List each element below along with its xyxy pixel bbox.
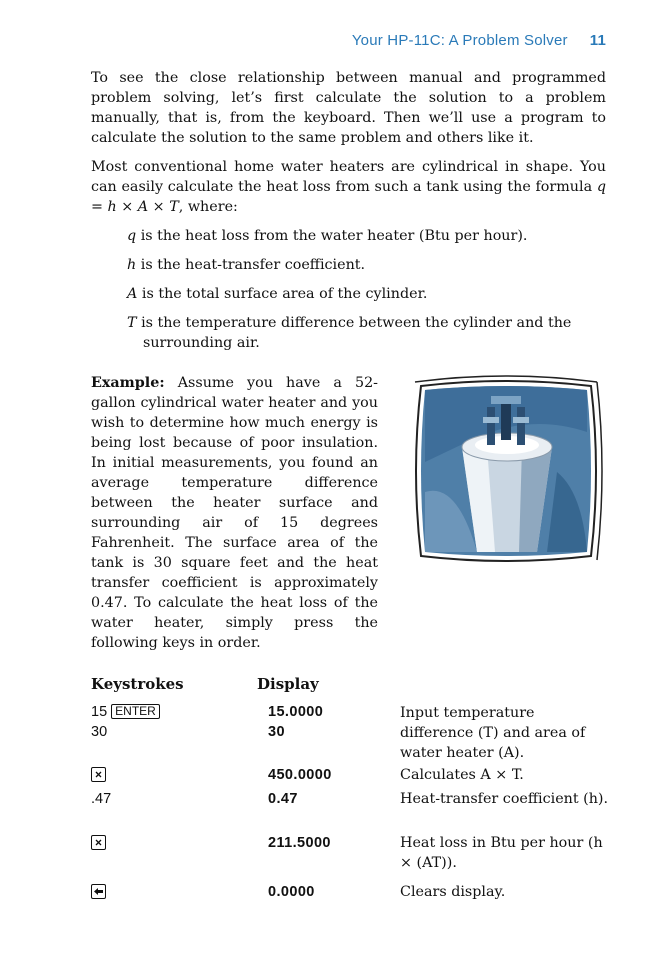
definitions-list xyxy=(127,226,606,362)
definition-text: is the heat-transfer coefficient. xyxy=(136,257,366,273)
display-value: 211.5000 xyxy=(268,835,331,851)
page-number: 11 xyxy=(589,32,606,49)
intro-paragraph: To see the close relationship between manual and programmed problem solving, let’s first calculate the solution to a problem manually, that is, from the keyboard. Then we’ll use a program to calculate the solution to the same problem and others like it. xyxy=(91,70,606,146)
keystroke-cell xyxy=(91,767,106,785)
heater-text: Most conventional home water heaters are cylindrical in shape. You can easily calculate the heat loss from such a tank using the formula xyxy=(91,159,606,195)
display-value: 15.0000 xyxy=(268,704,324,720)
row-description: Heat loss in Btu per hour (h × (AT)). xyxy=(400,835,603,871)
multiply-key-icon xyxy=(91,767,106,782)
keystrokes-header: Keystrokes xyxy=(91,675,184,693)
keystroke-text: 15 xyxy=(91,704,108,720)
running-header xyxy=(0,32,606,49)
water-heater-illustration xyxy=(407,372,605,570)
example-lead: Example: xyxy=(91,375,165,391)
heater-suffix: , where: xyxy=(178,199,238,215)
example-text: Assume you have a 52-gallon cylindrical water heater and you wish to determine how much energy is being lost because of poor insulation. In initial measurements, you found an average temperature difference between the heater surface and surrounding air of 15 degrees Fahrenheit. The surface area of the tank is 30 square feet and the heat transfer coefficient is approximately 0.47. To calculate the heat loss of the water heater, simply press the following keys in order. xyxy=(91,375,378,651)
definition-item xyxy=(127,255,606,275)
definition-text: is the heat loss from the water heater (Btu per hour). xyxy=(136,228,528,244)
keystroke-text: 30 xyxy=(91,724,108,740)
definition-text: is the temperature difference between the cylinder and the surrounding air. xyxy=(136,315,572,351)
definition-var: h xyxy=(127,257,137,273)
enter-key: ENTER xyxy=(111,704,160,719)
keystroke-cell xyxy=(91,835,106,853)
row-description: Heat-transfer coefficient (h). xyxy=(400,791,609,807)
keystroke-text: .47 xyxy=(91,791,112,807)
keystroke-cell xyxy=(91,884,106,902)
multiply-key-icon xyxy=(91,835,106,850)
display-value: 0.47 xyxy=(268,791,298,807)
keystroke-cell xyxy=(91,704,160,720)
backspace-key-icon xyxy=(91,884,106,899)
display-value: 30 xyxy=(268,724,285,740)
definition-var: q xyxy=(127,228,137,244)
row-description: Input temperature difference (T) and area of water heater (A). xyxy=(400,705,586,761)
row-description: Calculates A × T. xyxy=(400,767,524,783)
definition-text: is the total surface area of the cylinder. xyxy=(137,286,428,302)
definition-var: T xyxy=(127,315,137,331)
example-paragraph xyxy=(91,373,378,653)
definition-item xyxy=(127,226,606,246)
formula: q = h × A × T xyxy=(91,179,606,215)
display-value: 450.0000 xyxy=(268,767,332,783)
definition-item xyxy=(127,313,606,353)
header-title: Your HP-11C: A Problem Solver xyxy=(351,32,568,49)
display-value: 0.0000 xyxy=(268,884,315,900)
heater-paragraph xyxy=(91,157,606,217)
row-description: Clears display. xyxy=(400,884,506,900)
display-header: Display xyxy=(257,675,319,693)
definition-item xyxy=(127,284,606,304)
definition-var: A xyxy=(127,286,138,302)
